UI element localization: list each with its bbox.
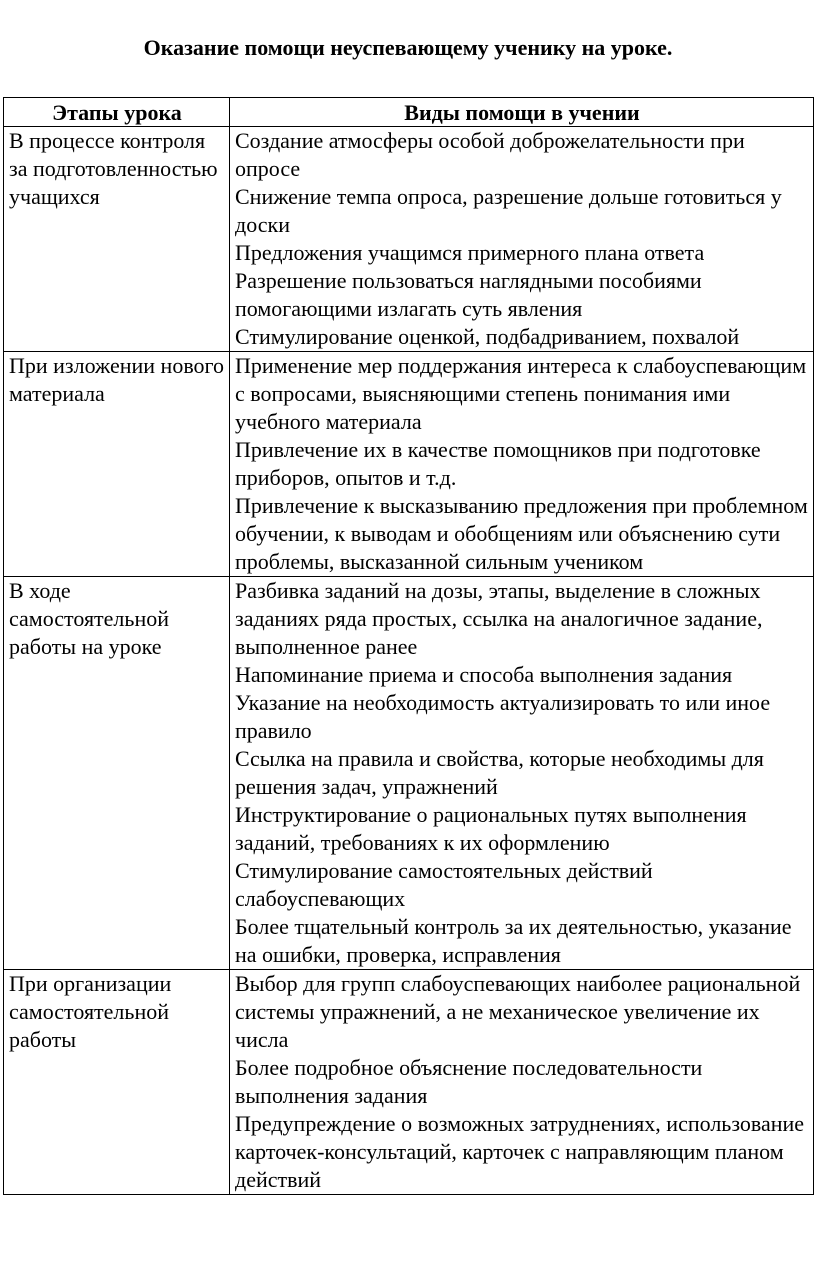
- table-header-row: [4, 98, 814, 127]
- help-item: Выбор для групп слабоуспевающих наиболее рациональной системы упражнений, а не механическое увеличение их числа: [235, 971, 801, 1052]
- table-row: [4, 970, 814, 1195]
- help-item: Применение мер поддержания интереса к слабоуспевающим с вопросами, выясняющими степень понимания ими учебного материала: [235, 353, 807, 434]
- help-item: Стимулирование самостоятельных действий слабоуспевающих: [235, 858, 653, 911]
- stage-cell: При организации самостоятельной работы: [4, 970, 230, 1195]
- help-item: Снижение темпа опроса, разрешение дольше готовиться у доски: [235, 184, 782, 237]
- help-cell: [230, 970, 814, 1195]
- header-help-types: Виды помощи в учении: [230, 98, 814, 127]
- help-table: [3, 97, 814, 1195]
- help-item: Более подробное объяснение последовательности выполнения задания: [235, 1055, 703, 1108]
- help-item: Указание на необходимость актуализировать то или иное правило: [235, 690, 771, 743]
- help-item: Напоминание приема и способа выполнения задания: [235, 662, 733, 687]
- help-item: Предупреждение о возможных затруднениях, использование карточек-консультаций, карточек с направляющим планом действий: [235, 1111, 805, 1192]
- help-item: Привлечение к высказыванию предложения при проблемном обучении, к выводам и обобщениям или объяснению сути проблемы, высказанной сильным учеником: [235, 493, 808, 574]
- help-cell: [230, 127, 814, 352]
- stage-cell: При изложении нового материала: [4, 352, 230, 577]
- header-stages: Этапы урока: [4, 98, 230, 127]
- table-row: [4, 352, 814, 577]
- help-item: Разрешение пользоваться наглядными пособиями помогающими излагать суть явления: [235, 268, 702, 321]
- help-cell: [230, 577, 814, 970]
- help-cell: [230, 352, 814, 577]
- help-item: Разбивка заданий на дозы, этапы, выделение в сложных заданиях ряда простых, ссылка на аналогичное задание, выполненное ранее: [235, 578, 763, 659]
- page-title: Оказание помощи неуспевающему ученику на уроке.: [143, 35, 673, 60]
- help-item: Инструктирование о рациональных путях выполнения заданий, требованиях к их оформлению: [235, 802, 747, 855]
- help-item: Создание атмосферы особой доброжелательности при опросе: [235, 128, 745, 181]
- help-item: Ссылка на правила и свойства, которые необходимы для решения задач, упражнений: [235, 746, 764, 799]
- table-row: [4, 577, 814, 970]
- stage-cell: В ходе самостоятельной работы на уроке: [4, 577, 230, 970]
- table-row: [4, 127, 814, 352]
- help-item: Предложения учащимся примерного плана ответа: [235, 240, 705, 265]
- help-item: Более тщательный контроль за их деятельностью, указание на ошибки, проверка, исправления: [235, 914, 792, 967]
- help-item: Привлечение их в качестве помощников при подготовке приборов, опытов и т.д.: [235, 437, 761, 490]
- help-item: Стимулирование оценкой, подбадриванием, похвалой: [235, 324, 740, 349]
- stage-cell: В процессе контроля за подготовленностью учащихся: [4, 127, 230, 352]
